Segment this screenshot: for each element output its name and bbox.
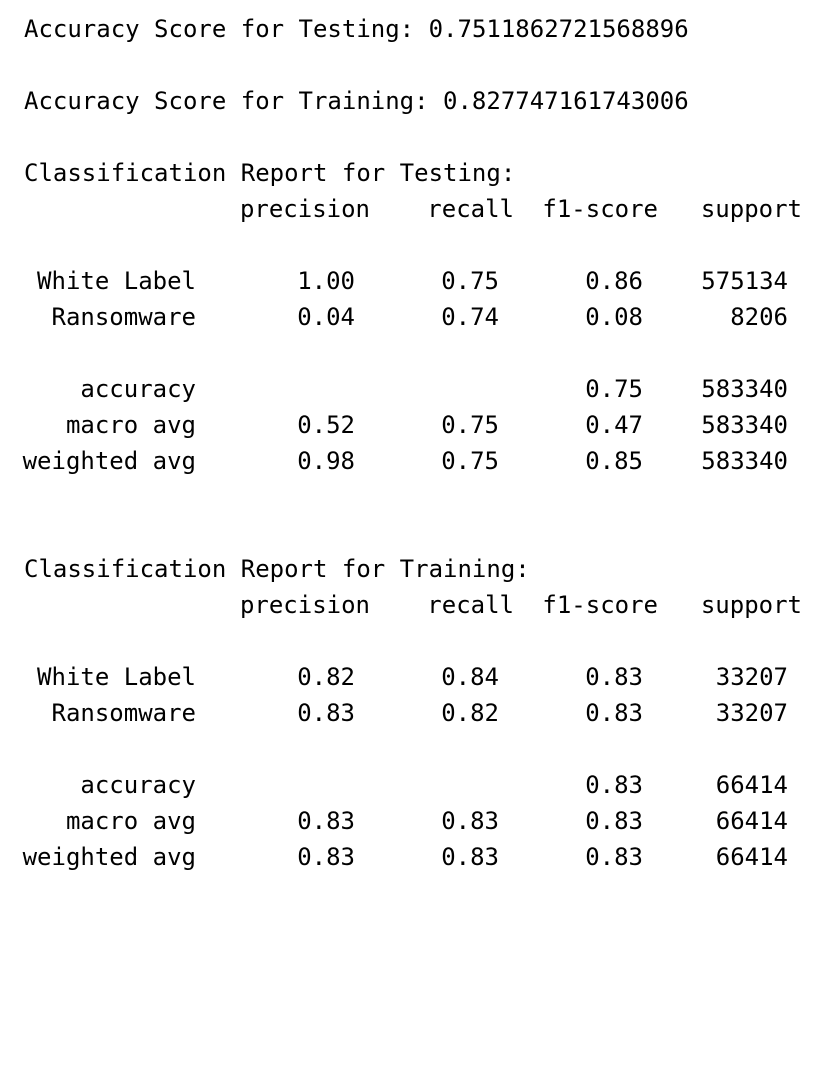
row-recall: 0.84 <box>441 663 499 691</box>
report-row-macro-avg <box>0 407 819 443</box>
row-f1: 0.08 <box>585 303 643 331</box>
testing-accuracy-line <box>0 11 819 47</box>
testing-accuracy-text <box>24 11 689 47</box>
training-accuracy-line <box>0 83 819 119</box>
header-precision: precision <box>239 195 370 223</box>
row-label: Ransomware <box>51 699 196 727</box>
row-support: 583340 <box>701 411 788 439</box>
row-precision: 0.98 <box>297 447 355 475</box>
row-precision: 1.00 <box>297 267 355 295</box>
report-title-text: Classification Report for Testing: <box>24 159 516 187</box>
row-support: 583340 <box>701 375 788 403</box>
report-header-row <box>0 191 819 227</box>
report-row-white-label <box>0 659 819 695</box>
header-support: support <box>700 591 802 619</box>
row-f1: 0.86 <box>585 267 643 295</box>
row-recall: 0.75 <box>441 411 499 439</box>
row-recall: 0.83 <box>441 843 499 871</box>
report-row-ransomware <box>0 695 819 731</box>
header-precision: precision <box>239 591 370 619</box>
row-recall: 0.82 <box>441 699 499 727</box>
row-support: 66414 <box>715 807 788 835</box>
training-accuracy-value: 0.827747161743006 <box>443 87 689 115</box>
training-accuracy-text <box>24 83 689 119</box>
row-label: accuracy <box>80 375 196 403</box>
row-label: macro avg <box>65 411 196 439</box>
report-row-accuracy <box>0 371 819 407</box>
row-f1: 0.83 <box>585 771 643 799</box>
row-precision: 0.83 <box>297 699 355 727</box>
report-row-weighted-avg <box>0 839 819 875</box>
report-row-macro-avg <box>0 803 819 839</box>
header-f1-score: f1-score <box>542 591 658 619</box>
header-support: support <box>700 195 802 223</box>
header-f1-score: f1-score <box>542 195 658 223</box>
row-recall: 0.75 <box>441 447 499 475</box>
row-precision: 0.52 <box>297 411 355 439</box>
header-recall: recall <box>427 591 514 619</box>
row-precision: 0.83 <box>297 843 355 871</box>
row-label: weighted avg <box>22 843 196 871</box>
report-header-row <box>0 587 819 623</box>
report-row-accuracy <box>0 767 819 803</box>
row-f1: 0.85 <box>585 447 643 475</box>
row-label: accuracy <box>80 771 196 799</box>
row-precision: 0.83 <box>297 807 355 835</box>
row-label: weighted avg <box>22 447 196 475</box>
testing-accuracy-value: 0.7511862721568896 <box>428 15 689 43</box>
report-row-weighted-avg <box>0 443 819 479</box>
row-support: 33207 <box>715 663 788 691</box>
report-row-white-label <box>0 263 819 299</box>
row-support: 33207 <box>715 699 788 727</box>
report-title <box>0 155 819 191</box>
report-row-ransomware <box>0 299 819 335</box>
row-f1: 0.83 <box>585 843 643 871</box>
report-title <box>0 551 819 587</box>
row-precision: 0.04 <box>297 303 355 331</box>
row-precision: 0.82 <box>297 663 355 691</box>
row-recall: 0.75 <box>441 267 499 295</box>
row-f1: 0.83 <box>585 807 643 835</box>
row-label: White Label <box>37 663 196 691</box>
row-label: macro avg <box>65 807 196 835</box>
row-support: 575134 <box>701 267 788 295</box>
row-f1: 0.83 <box>585 699 643 727</box>
row-support: 66414 <box>715 843 788 871</box>
row-support: 66414 <box>715 771 788 799</box>
row-f1: 0.83 <box>585 663 643 691</box>
row-support: 583340 <box>701 447 788 475</box>
row-label: White Label <box>37 267 196 295</box>
report-title-text: Classification Report for Training: <box>24 555 530 583</box>
testing-accuracy-label: Accuracy Score for Testing: <box>24 15 415 43</box>
row-label: Ransomware <box>51 303 196 331</box>
training-accuracy-label: Accuracy Score for Training: <box>24 87 429 115</box>
row-recall: 0.83 <box>441 807 499 835</box>
row-f1: 0.75 <box>585 375 643 403</box>
row-f1: 0.47 <box>585 411 643 439</box>
row-recall: 0.74 <box>441 303 499 331</box>
header-recall: recall <box>427 195 514 223</box>
row-support: 8206 <box>730 303 788 331</box>
